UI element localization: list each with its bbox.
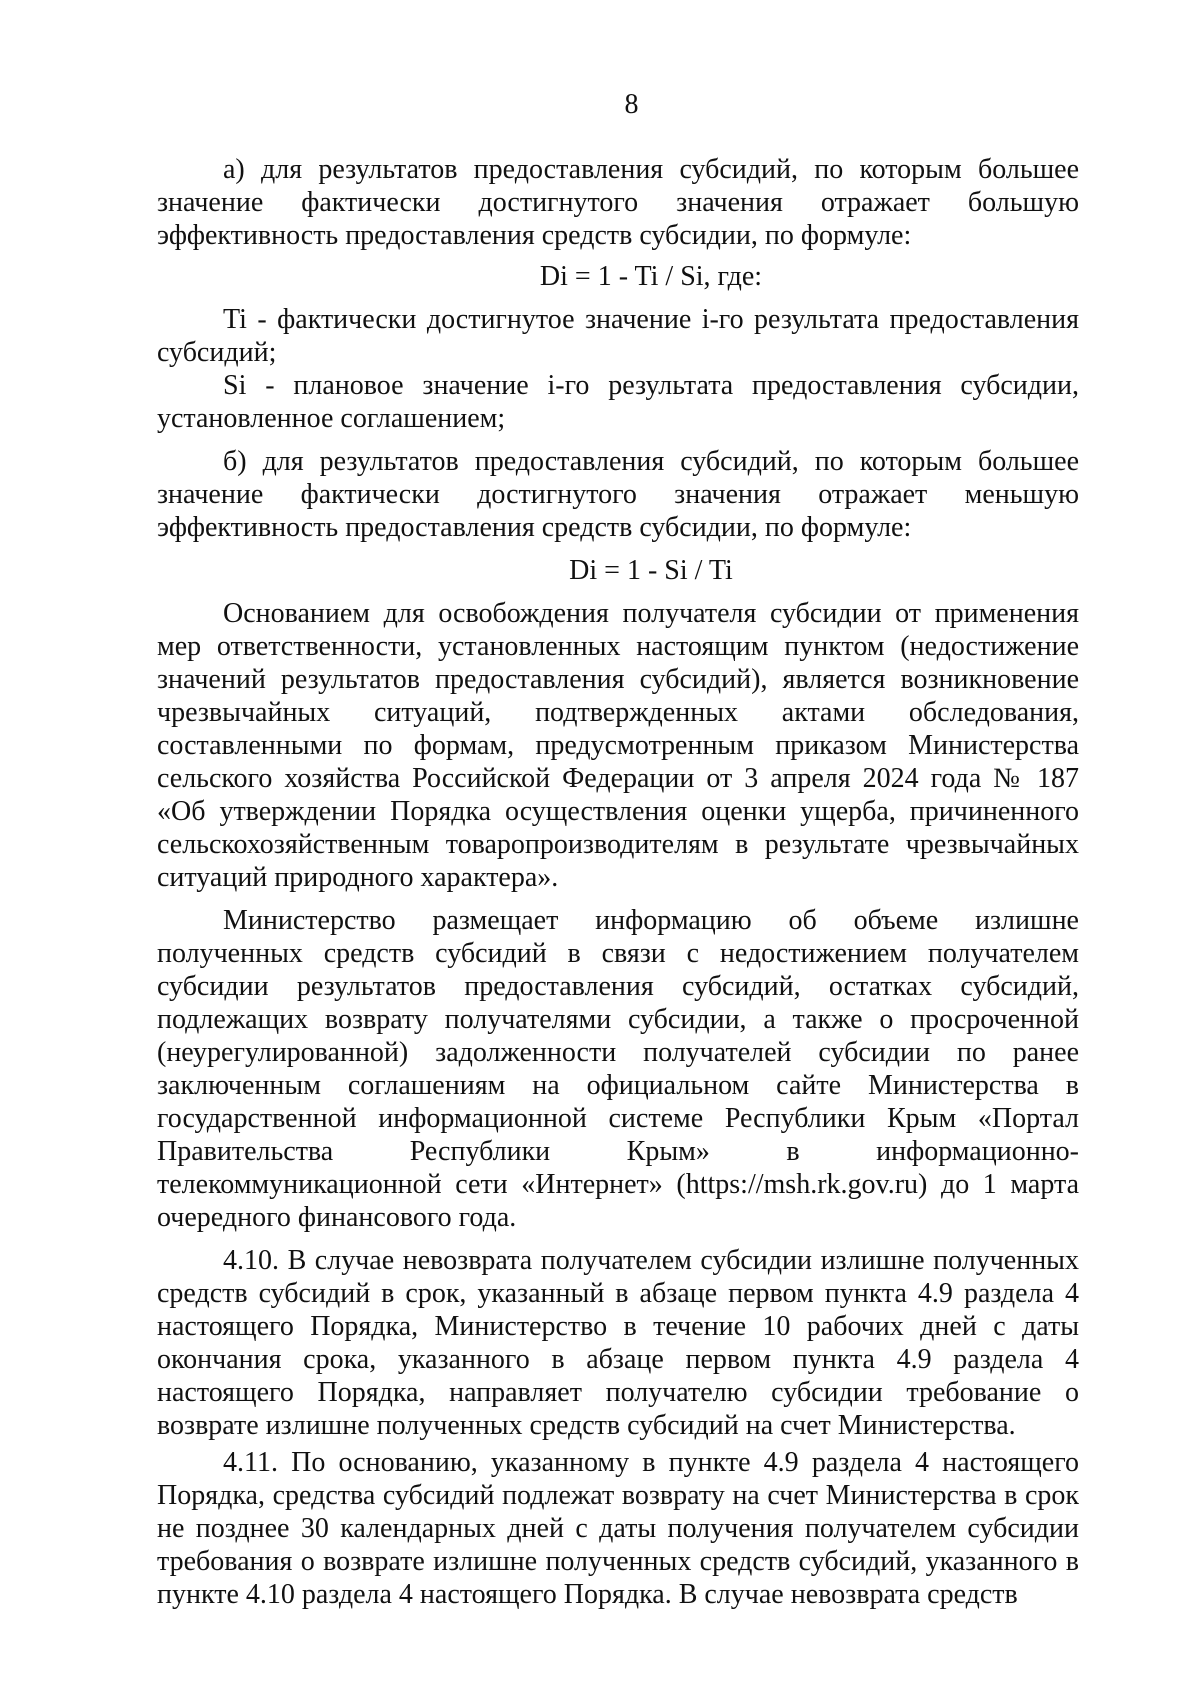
- document-body: [157, 153, 1079, 1611]
- formula-di-1: Di = 1 - Ti / Si, где:: [539, 261, 763, 292]
- paragraph-a: а) для результатов предоставления субсидий, по которым большее значение фактически достигнутого значения отражает большую эффективность предоставления средств субсидии, по формуле:: [157, 154, 1079, 251]
- page-number: 8: [624, 89, 639, 120]
- formula-di-2: Di = 1 - Si / Ti: [569, 555, 733, 586]
- paragraph-ti-definition: Ti - фактически достигнутое значение i-го результата предоставления субсидий;: [157, 304, 1079, 368]
- paragraph-ministry-publication: Министерство размещает информацию об объеме излишне полученных средств субсидий в связи с недостижением получателем субсидии результатов предоставления субсидий, остатках субсидий, подлежащих возврату получателями субсидии, а также о просроченной (неурегулированной) задолженности получателей субсидии по ранее заключенным соглашениям на официальном сайте Министерства в государственной информационной системе Республики Крым «Портал Правительства Республики Крым» в информационно-телекоммуникационной сети «Интернет» (https://msh.rk.gov.ru) до 1 марта очередного финансового года.: [157, 905, 1079, 1233]
- paragraph-4-10: 4.10. В случае невозврата получателем субсидии излишне полученных средств субсидий в срок, указанный в абзаце первом пункта 4.9 раздела 4 настоящего Порядка, Министерство в течение 10 рабочих дней с даты окончания срока, указанного в абзаце первом пункта 4.9 раздела 4 настоящего Порядка, направляет получателю субсидии требование о возврате излишне полученных средств субсидий на счет Министерства.: [157, 1245, 1079, 1441]
- paragraph-exemption-basis: Основанием для освобождения получателя субсидии от применения мер ответственности, установленных настоящим пунктом (недостижение значений результатов предоставления субсидий), является возникновение чрезвычайных ситуаций, подтвержденных актами обследования, составленными по формам, предусмотренным приказом Министерства сельского хозяйства Российской Федерации от 3 апреля 2024 года № 187 «Об утверждении Порядка осуществления оценки ущерба, причиненного сельскохозяйственным товаропроизводителям в результате чрезвычайных ситуаций природного характера».: [157, 598, 1079, 893]
- paragraph-4-11: 4.11. По основанию, указанному в пункте 4.9 раздела 4 настоящего Порядка, средства субсидий подлежат возврату на счет Министерства в срок не позднее 30 календарных дней с даты получения получателем субсидии требования о возврате излишне полученных средств субсидий, указанного в пункте 4.10 раздела 4 настоящего Порядка. В случае невозврата средств: [157, 1447, 1079, 1610]
- paragraph-si-definition: Si - плановое значение i-го результата предоставления субсидии, установленное соглашением;: [157, 370, 1079, 434]
- paragraph-b: б) для результатов предоставления субсидий, по которым большее значение фактически достигнутого значения отражает меньшую эффективность предоставления средств субсидии, по формуле:: [157, 446, 1079, 543]
